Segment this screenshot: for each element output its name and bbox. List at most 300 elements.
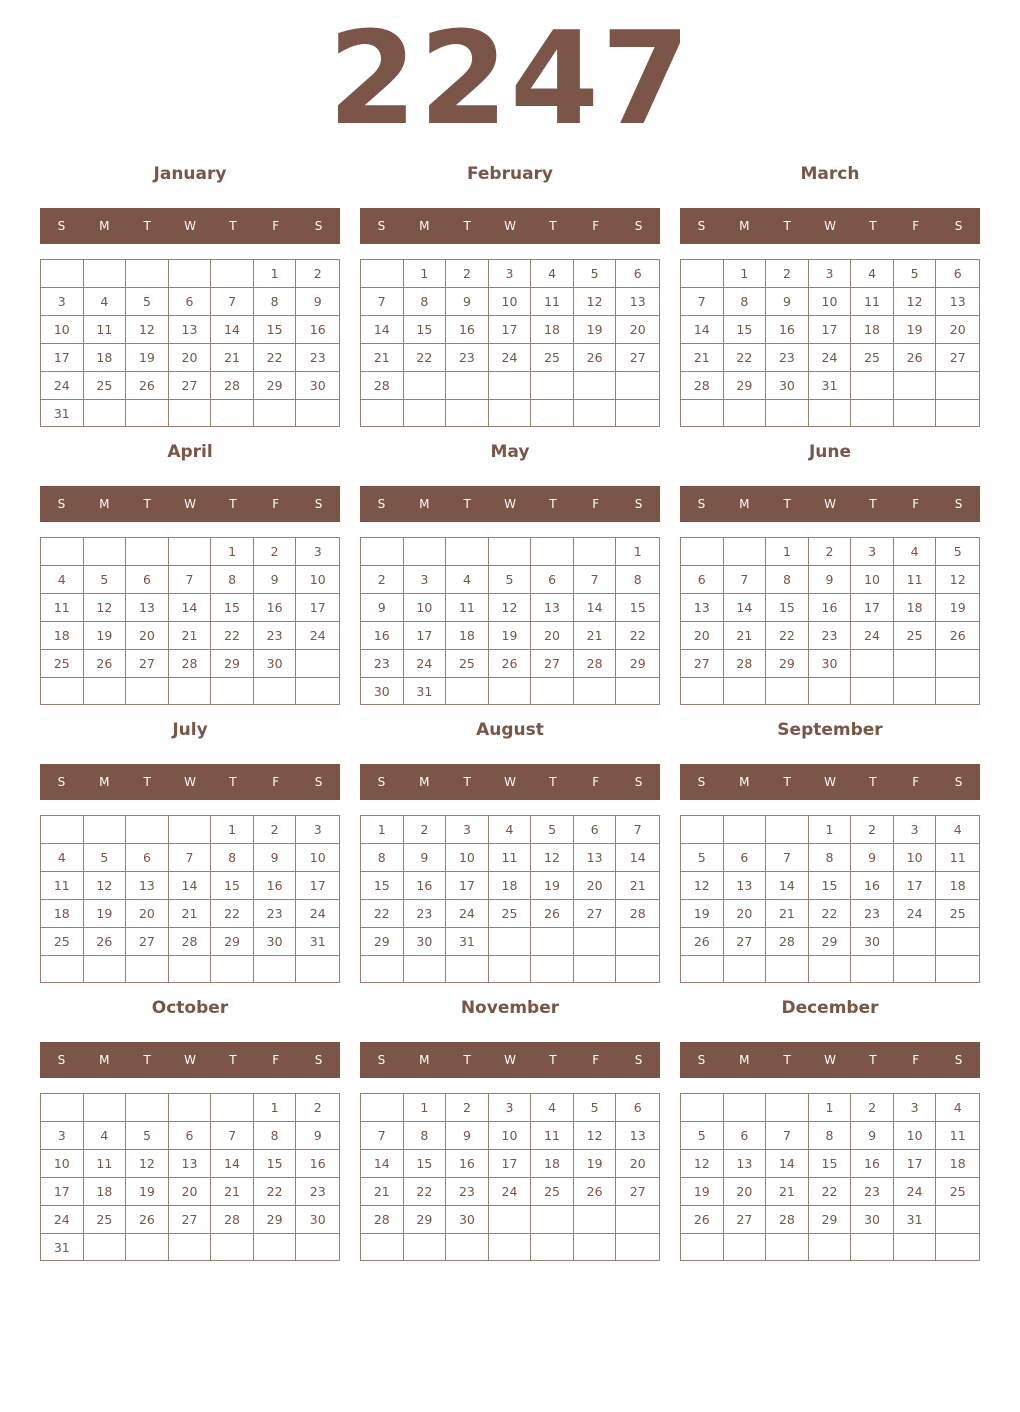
day-cell: 13	[169, 316, 212, 344]
day-cell: 8	[724, 288, 767, 316]
day-cell: 12	[936, 566, 979, 594]
day-cell: 28	[574, 650, 617, 678]
day-cell	[84, 1234, 127, 1261]
day-cell: 15	[404, 316, 447, 344]
day-cell: 28	[361, 372, 404, 400]
day-cell	[41, 678, 84, 704]
day-cell: 9	[296, 1122, 339, 1150]
weekday-label: S	[634, 1053, 643, 1067]
day-cell: 30	[851, 928, 894, 956]
day-cell: 29	[724, 372, 767, 400]
day-cell: 7	[361, 1122, 404, 1150]
weekday-label: S	[697, 1053, 706, 1067]
weekday-header	[680, 208, 980, 244]
day-cell: 21	[766, 1178, 809, 1206]
day-cell: 15	[616, 594, 659, 622]
day-cell: 13	[126, 594, 169, 622]
day-cell: 26	[126, 372, 169, 400]
weekday-label: S	[314, 219, 323, 233]
day-cell	[724, 538, 767, 566]
day-grid	[360, 815, 660, 983]
day-cell: 4	[489, 816, 532, 844]
day-cell: 31	[446, 928, 489, 956]
weekday-label: T	[229, 219, 237, 233]
day-cell: 13	[724, 872, 767, 900]
day-cell	[894, 372, 937, 400]
day-cell: 27	[724, 928, 767, 956]
day-grid	[360, 1093, 660, 1261]
day-cell	[404, 400, 447, 426]
weekday-label: W	[824, 219, 836, 233]
day-cell	[361, 1094, 404, 1122]
day-cell: 12	[126, 316, 169, 344]
weekday-header	[360, 486, 660, 522]
day-cell: 16	[254, 594, 297, 622]
day-cell: 25	[936, 900, 979, 928]
day-cell: 13	[724, 1150, 767, 1178]
day-cell: 8	[766, 566, 809, 594]
weekday-label: F	[272, 1053, 280, 1067]
day-grid	[680, 537, 980, 705]
day-cell: 13	[616, 1122, 659, 1150]
day-cell: 4	[531, 260, 574, 288]
weekday-label: W	[824, 1053, 836, 1067]
day-cell: 11	[531, 288, 574, 316]
day-cell: 27	[616, 1178, 659, 1206]
day-cell: 1	[254, 260, 297, 288]
day-cell: 20	[126, 900, 169, 928]
day-cell: 27	[169, 372, 212, 400]
day-cell: 5	[681, 844, 724, 872]
day-cell	[936, 650, 979, 678]
month-name: October	[151, 998, 229, 1018]
day-cell	[169, 956, 212, 982]
day-cell: 23	[254, 900, 297, 928]
day-cell	[531, 1206, 574, 1234]
day-cell: 20	[681, 622, 724, 650]
day-cell: 5	[126, 288, 169, 316]
day-cell: 24	[894, 900, 937, 928]
day-cell: 6	[724, 844, 767, 872]
weekday-label: W	[504, 1053, 516, 1067]
year-title: 2247	[327, 5, 693, 154]
day-cell	[126, 538, 169, 566]
day-cell: 17	[404, 622, 447, 650]
weekday-label: F	[592, 219, 600, 233]
day-cell: 8	[404, 288, 447, 316]
day-cell: 24	[446, 900, 489, 928]
day-cell: 22	[361, 900, 404, 928]
day-cell: 21	[681, 344, 724, 372]
day-cell	[809, 400, 852, 426]
day-cell: 5	[681, 1122, 724, 1150]
day-cell: 9	[851, 1122, 894, 1150]
day-cell: 2	[404, 816, 447, 844]
weekday-label: T	[783, 219, 791, 233]
day-cell: 13	[681, 594, 724, 622]
day-cell: 17	[851, 594, 894, 622]
day-cell: 13	[574, 844, 617, 872]
day-cell: 10	[894, 1122, 937, 1150]
day-cell: 8	[809, 844, 852, 872]
day-cell: 9	[766, 288, 809, 316]
weekday-header	[680, 1042, 980, 1078]
day-cell: 3	[489, 1094, 532, 1122]
day-cell	[211, 1094, 254, 1122]
weekday-label: T	[783, 497, 791, 511]
day-cell: 3	[404, 566, 447, 594]
day-cell: 20	[724, 1178, 767, 1206]
weekday-label: M	[739, 775, 750, 789]
day-cell: 22	[766, 622, 809, 650]
day-cell: 4	[936, 1094, 979, 1122]
day-cell: 26	[574, 1178, 617, 1206]
day-cell: 19	[84, 622, 127, 650]
day-cell: 25	[41, 650, 84, 678]
day-cell	[724, 400, 767, 426]
day-cell: 11	[84, 316, 127, 344]
day-cell: 30	[766, 372, 809, 400]
day-cell	[489, 956, 532, 982]
day-cell: 10	[809, 288, 852, 316]
day-cell: 6	[724, 1122, 767, 1150]
day-cell: 30	[296, 1206, 339, 1234]
day-cell: 13	[126, 872, 169, 900]
weekday-label: W	[824, 775, 836, 789]
day-cell: 27	[681, 650, 724, 678]
day-cell: 30	[254, 928, 297, 956]
weekday-label: T	[463, 1053, 471, 1067]
day-cell: 16	[766, 316, 809, 344]
day-cell	[126, 260, 169, 288]
day-cell	[574, 372, 617, 400]
day-cell: 31	[41, 1234, 84, 1261]
weekday-label: W	[184, 219, 196, 233]
day-cell	[531, 678, 574, 705]
day-cell: 26	[489, 650, 532, 678]
day-cell: 8	[616, 566, 659, 594]
day-cell	[531, 538, 574, 566]
day-cell: 24	[894, 1178, 937, 1206]
day-cell	[851, 678, 894, 704]
day-cell	[936, 1206, 979, 1234]
day-cell	[936, 956, 979, 982]
day-cell: 10	[489, 288, 532, 316]
day-cell: 24	[41, 1206, 84, 1234]
day-cell: 5	[936, 538, 979, 566]
day-cell: 4	[41, 844, 84, 872]
day-cell: 7	[169, 844, 212, 872]
day-cell: 6	[936, 260, 979, 288]
day-cell	[41, 260, 84, 288]
day-cell: 6	[531, 566, 574, 594]
day-cell: 8	[254, 1122, 297, 1150]
day-cell: 2	[296, 260, 339, 288]
day-cell: 9	[361, 594, 404, 622]
day-cell: 10	[489, 1122, 532, 1150]
day-cell	[126, 816, 169, 844]
day-cell	[851, 400, 894, 426]
day-cell: 4	[41, 566, 84, 594]
weekday-label: M	[99, 219, 110, 233]
day-cell: 17	[41, 1178, 84, 1206]
day-cell	[404, 1234, 447, 1260]
day-cell: 18	[84, 344, 127, 372]
day-cell: 23	[446, 1178, 489, 1206]
day-cell	[404, 538, 447, 566]
day-cell: 6	[574, 816, 617, 844]
day-cell	[894, 956, 937, 982]
weekday-label: F	[912, 219, 920, 233]
day-cell	[936, 928, 979, 956]
day-cell: 19	[489, 622, 532, 650]
day-cell: 12	[681, 872, 724, 900]
day-cell	[851, 1234, 894, 1260]
day-cell: 19	[574, 1150, 617, 1178]
day-cell	[851, 372, 894, 400]
day-cell	[724, 678, 767, 704]
day-cell: 1	[211, 538, 254, 566]
day-cell	[574, 928, 617, 956]
day-cell: 11	[936, 1122, 979, 1150]
weekday-label: T	[229, 1053, 237, 1067]
day-cell	[574, 956, 617, 982]
day-cell: 11	[936, 844, 979, 872]
day-cell: 19	[894, 316, 937, 344]
day-cell	[296, 650, 339, 678]
day-cell	[616, 1234, 659, 1260]
weekday-header	[360, 208, 660, 244]
day-cell: 16	[851, 1150, 894, 1178]
day-cell: 15	[361, 872, 404, 900]
day-cell: 11	[489, 844, 532, 872]
day-cell: 15	[254, 1150, 297, 1178]
day-cell: 11	[41, 872, 84, 900]
day-cell: 7	[766, 1122, 809, 1150]
day-cell	[404, 372, 447, 400]
day-cell: 1	[724, 260, 767, 288]
day-cell	[531, 928, 574, 956]
day-cell: 21	[211, 344, 254, 372]
weekday-label: M	[739, 219, 750, 233]
day-cell: 24	[809, 344, 852, 372]
day-cell: 7	[574, 566, 617, 594]
day-cell: 10	[851, 566, 894, 594]
day-cell: 17	[809, 316, 852, 344]
day-cell	[84, 538, 127, 566]
day-cell	[84, 816, 127, 844]
day-cell: 23	[254, 622, 297, 650]
day-cell: 25	[84, 1206, 127, 1234]
day-cell	[809, 956, 852, 982]
weekday-label: F	[592, 1053, 600, 1067]
weekday-label: W	[184, 497, 196, 511]
day-cell	[361, 956, 404, 982]
day-cell	[574, 1234, 617, 1260]
day-cell: 23	[361, 650, 404, 678]
day-cell	[851, 956, 894, 982]
day-cell: 4	[851, 260, 894, 288]
day-cell: 30	[361, 678, 404, 705]
day-cell: 29	[211, 650, 254, 678]
day-cell	[766, 678, 809, 704]
weekday-label: T	[869, 1053, 877, 1067]
day-cell	[531, 956, 574, 982]
day-cell: 1	[766, 538, 809, 566]
day-cell	[489, 1234, 532, 1260]
day-cell: 23	[851, 900, 894, 928]
day-cell: 23	[766, 344, 809, 372]
day-cell: 19	[574, 316, 617, 344]
day-cell: 20	[531, 622, 574, 650]
day-cell: 29	[766, 650, 809, 678]
day-cell: 19	[126, 1178, 169, 1206]
day-cell: 25	[851, 344, 894, 372]
day-cell: 25	[531, 1178, 574, 1206]
day-cell: 7	[724, 566, 767, 594]
day-cell: 19	[681, 900, 724, 928]
day-cell: 4	[446, 566, 489, 594]
day-cell: 21	[169, 622, 212, 650]
day-cell	[531, 1234, 574, 1260]
weekday-header	[40, 764, 340, 800]
day-cell	[616, 1206, 659, 1234]
day-cell: 18	[936, 1150, 979, 1178]
day-cell: 11	[531, 1122, 574, 1150]
weekday-label: T	[463, 497, 471, 511]
day-cell: 1	[809, 816, 852, 844]
day-cell: 10	[404, 594, 447, 622]
day-cell: 18	[41, 622, 84, 650]
day-cell	[84, 1094, 127, 1122]
day-cell: 15	[404, 1150, 447, 1178]
day-cell: 11	[851, 288, 894, 316]
weekday-label: T	[869, 219, 877, 233]
day-cell: 11	[84, 1150, 127, 1178]
day-cell: 20	[169, 1178, 212, 1206]
day-cell	[681, 956, 724, 982]
day-cell	[84, 400, 127, 427]
day-cell	[296, 400, 339, 427]
weekday-label: S	[954, 775, 963, 789]
day-cell: 19	[126, 344, 169, 372]
day-cell: 14	[766, 1150, 809, 1178]
day-cell: 26	[936, 622, 979, 650]
day-cell: 16	[404, 872, 447, 900]
day-cell: 2	[851, 816, 894, 844]
day-cell: 5	[574, 260, 617, 288]
day-cell	[489, 372, 532, 400]
day-cell	[936, 400, 979, 426]
day-cell: 9	[254, 566, 297, 594]
day-cell	[489, 928, 532, 956]
day-cell: 16	[851, 872, 894, 900]
day-cell: 14	[681, 316, 724, 344]
day-cell	[766, 1234, 809, 1260]
day-cell	[809, 678, 852, 704]
weekday-header	[40, 486, 340, 522]
weekday-label: S	[697, 219, 706, 233]
day-cell: 12	[531, 844, 574, 872]
day-cell	[41, 1094, 84, 1122]
weekday-label: S	[377, 775, 386, 789]
weekday-label: F	[912, 497, 920, 511]
day-cell: 14	[169, 872, 212, 900]
day-cell: 1	[211, 816, 254, 844]
day-cell: 9	[446, 1122, 489, 1150]
day-cell: 26	[84, 650, 127, 678]
day-cell: 23	[851, 1178, 894, 1206]
day-cell: 18	[41, 900, 84, 928]
day-cell: 23	[296, 1178, 339, 1206]
weekday-label: M	[99, 1053, 110, 1067]
day-cell: 21	[361, 1178, 404, 1206]
weekday-label: F	[272, 219, 280, 233]
weekday-label: T	[783, 775, 791, 789]
day-cell	[616, 400, 659, 426]
day-cell: 7	[681, 288, 724, 316]
day-cell: 19	[936, 594, 979, 622]
day-cell: 18	[936, 872, 979, 900]
month-name: March	[800, 164, 860, 184]
weekday-label: S	[377, 1053, 386, 1067]
day-cell	[681, 400, 724, 426]
weekday-header	[40, 208, 340, 244]
day-cell	[361, 400, 404, 426]
day-cell: 7	[211, 1122, 254, 1150]
day-grid	[360, 537, 660, 705]
month-name: January	[153, 164, 227, 184]
day-cell: 21	[211, 1178, 254, 1206]
day-cell	[254, 956, 297, 982]
day-cell: 30	[404, 928, 447, 956]
day-cell: 29	[211, 928, 254, 956]
day-cell	[724, 1234, 767, 1260]
day-cell: 21	[616, 872, 659, 900]
day-cell: 22	[404, 1178, 447, 1206]
day-cell: 28	[361, 1206, 404, 1234]
day-cell	[489, 678, 532, 705]
day-cell: 18	[851, 316, 894, 344]
day-cell: 16	[254, 872, 297, 900]
day-cell: 17	[446, 872, 489, 900]
day-cell: 5	[126, 1122, 169, 1150]
weekday-label: F	[912, 1053, 920, 1067]
day-cell: 30	[296, 372, 339, 400]
weekday-label: M	[419, 219, 430, 233]
day-cell: 10	[296, 566, 339, 594]
day-cell	[724, 816, 767, 844]
weekday-label: W	[184, 1053, 196, 1067]
day-cell	[126, 1094, 169, 1122]
day-cell: 14	[169, 594, 212, 622]
day-cell: 28	[766, 928, 809, 956]
day-cell	[894, 400, 937, 426]
day-cell	[894, 650, 937, 678]
day-cell: 24	[296, 622, 339, 650]
day-cell: 29	[809, 1206, 852, 1234]
month-name: May	[490, 442, 530, 462]
day-cell: 12	[574, 1122, 617, 1150]
day-cell: 14	[361, 316, 404, 344]
month-name: June	[808, 442, 852, 462]
day-cell: 10	[446, 844, 489, 872]
day-cell: 11	[446, 594, 489, 622]
day-cell: 23	[446, 344, 489, 372]
day-cell: 9	[851, 844, 894, 872]
day-cell	[361, 260, 404, 288]
day-cell: 16	[296, 1150, 339, 1178]
